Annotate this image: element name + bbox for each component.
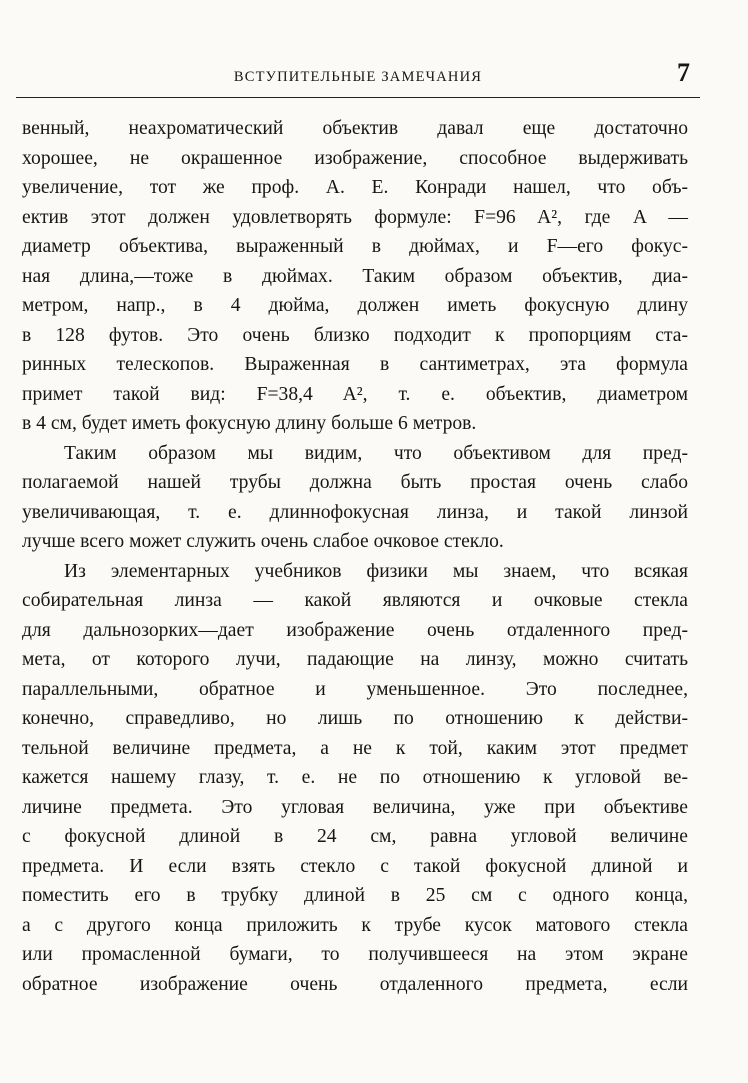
text-line: ная длина,—тоже в дюймах. Таким образом объектив, диа- [22,265,688,287]
text-line: Из элементарных учебников физики мы знаем, что всякая [64,560,688,582]
text-line: кажется нашему глазу, т. е. не по отношению к угловой ве- [22,767,688,788]
text-line: полагаемой нашей трубы должна быть простая очень слабо [22,472,688,493]
paragraph-1 [22,114,688,439]
text-line: собирательная линза — какой являются и очковые стекла [22,590,688,611]
text-line: диаметр объектива, выраженный в дюймах, и F—его фокус- [22,236,688,257]
text-line: тельной величине предмета, а не к той, каким этот предмет [22,737,688,759]
text-line: в 128 футов. Это очень близко подходит к пропорциям ста- [22,324,688,346]
page-number: 7 [677,58,690,87]
text-line: предмета. И если взять стекло с такой фокусной длиной и [22,855,688,877]
text-line: увеличение, тот же проф. А. Е. Конради нашел, что объ- [22,177,688,198]
body-text [22,114,688,999]
header-rule [16,97,700,98]
text-line: параллельными, обратное и уменьшенное. Это последнее, [22,678,688,700]
text-line: увеличивающая, т. е. длиннофокусная линза, и такой линзой [22,501,688,523]
text-line: или промасленной бумаги, то получившееся на этом экране [22,944,688,965]
page-header [18,58,698,94]
text-line: личине предмета. Это угловая величина, уже при объективе [22,796,688,818]
text-line: конечно, справедливо, но лишь по отношению к действи- [22,708,688,729]
running-head: ВСТУПИТЕЛЬНЫЕ ЗАМЕЧАНИЯ [233,69,483,85]
text-line: метром, напр., в 4 дюйма, должен иметь фокусную длину [22,295,688,316]
text-line: венный, неахроматический объектив давал еще достаточно [22,118,688,139]
text-line: в 4 см, будет иметь фокусную длину больше 6 метров. [22,413,477,434]
text-line: поместить его в трубку длиной в 25 см с одного конца, [22,885,688,906]
text-line: а с другого конца приложить к трубе кусок матового стекла [22,914,688,936]
paragraph-2 [22,439,688,557]
text-line: лучше всего может служить очень слабое очковое стекло. [22,531,504,552]
text-line: ринных телескопов. Выраженная в сантиметрах, эта формула [22,354,688,375]
text-line: ектив этот должен удовлетворять формуле: F=96 A², где A — [22,206,688,228]
text-line: мета, от которого лучи, падающие на линзу, можно считать [22,649,688,670]
text-line: обратное изображение очень отдаленного предмета, если [22,973,688,995]
text-line: с фокусной длиной в 24 см, равна угловой величине [22,826,688,847]
paragraph-3 [22,557,688,1000]
text-line: примет такой вид: F=38,4 A², т. е. объектив, диаметром [22,383,688,405]
text-line: хорошее, не окрашенное изображение, способное выдерживать [22,147,688,169]
text-line: для дальнозорких—дает изображение очень отдаленного пред- [22,619,688,641]
text-line: Таким образом мы видим, что объективом для пред- [64,442,688,464]
